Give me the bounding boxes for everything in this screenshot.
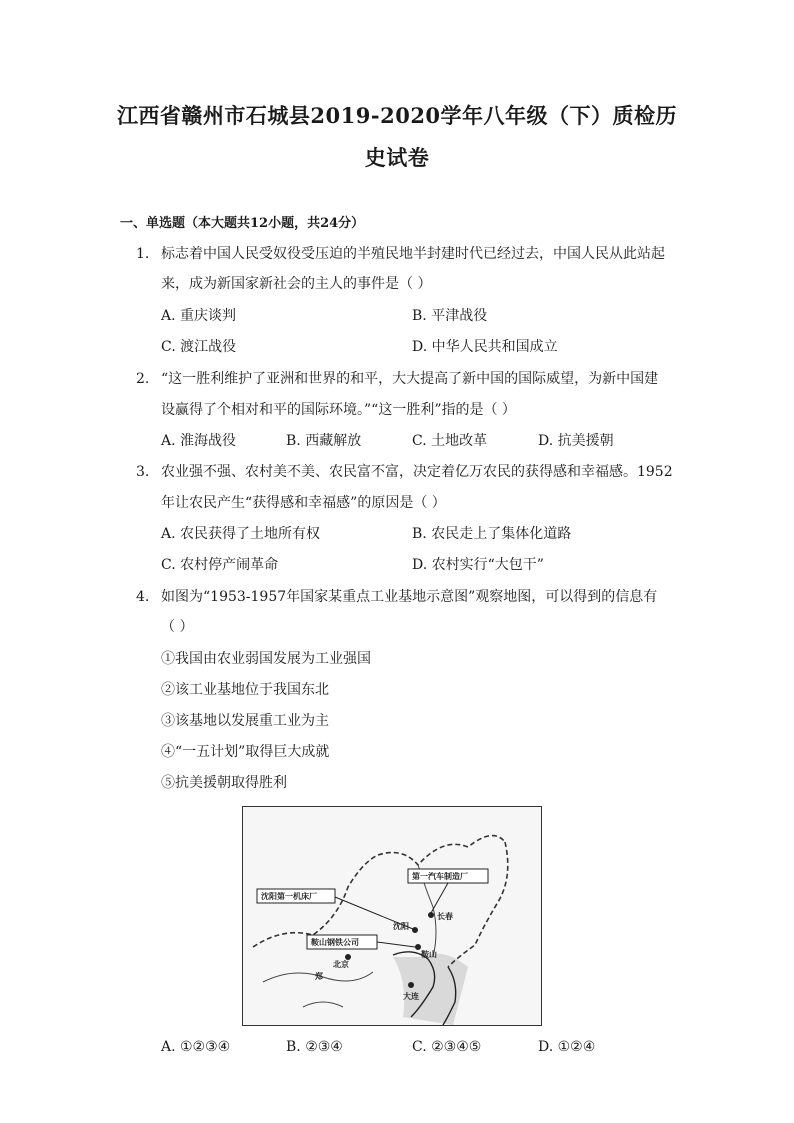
city-shenyang: 沈阳	[393, 922, 409, 931]
option-c[interactable]: C. 土地改革	[412, 433, 488, 449]
statement-5: ⑤抗美援朝取得胜利	[161, 775, 287, 791]
question-stem-line: 来，成为新国家新社会的主人的事件是（ ）	[161, 276, 432, 292]
question-number: 1.	[136, 246, 150, 262]
question-stem-line: 年让农民产生“获得感和幸福感”的原因是（ ）	[161, 495, 446, 511]
page-title-line-1: 江西省赣州市石城县2019-2020学年八年级（下）质检历	[116, 103, 678, 128]
option-a[interactable]: A. ①②③④	[161, 1039, 231, 1055]
option-d[interactable]: D. 抗美援朝	[538, 433, 614, 449]
option-d[interactable]: D. ①②④	[538, 1039, 596, 1055]
option-c[interactable]: C. 农村停产闹革命	[161, 557, 279, 573]
option-b[interactable]: B. 农民走上了集体化道路	[412, 526, 572, 542]
statement-3: ③该基地以发展重工业为主	[161, 713, 329, 729]
city-changchun: 长春	[437, 912, 453, 921]
question-number: 2.	[136, 371, 150, 387]
option-c[interactable]: C. 渡江战役	[161, 339, 237, 355]
question-stem-line: 设赢得了个相对和平的国际环境。”“这一胜利”指的是（ ）	[161, 402, 516, 418]
question-number: 3.	[136, 464, 150, 480]
border-line	[448, 842, 508, 967]
industrial-base-map	[242, 806, 542, 1026]
city-dot-changchun	[428, 912, 434, 918]
option-a[interactable]: A. 重庆谈判	[161, 308, 237, 324]
pointer-line	[431, 883, 448, 913]
option-b[interactable]: B. ②③④	[286, 1039, 343, 1055]
section-heading: 一、单选题（本大题共12小题，共24分）	[120, 216, 365, 231]
bohai-sea	[393, 954, 468, 1025]
option-a[interactable]: A. 淮海战役	[161, 433, 237, 449]
option-c[interactable]: C. ②③④⑤	[412, 1039, 482, 1055]
label-lathe: 沈阳第一机床厂	[261, 892, 317, 901]
option-b[interactable]: B. 平津战役	[412, 308, 488, 324]
label-ansteel: 鞍山钢铁公司	[311, 938, 359, 947]
city-beijing: 北京	[333, 960, 349, 969]
option-d[interactable]: D. 中华人民共和国成立	[412, 339, 558, 355]
city-dot-dalian	[408, 982, 414, 988]
city-edge: 郑	[315, 972, 323, 981]
option-a[interactable]: A. 农民获得了土地所有权	[161, 526, 321, 542]
question-stem-line: 标志着中国人民受奴役受压迫的半殖民地半封建时代已经过去，中国人民从此站起	[161, 246, 665, 262]
river	[303, 1002, 343, 1007]
question-stem-line: 农业强不强、农村美不美、农民富不富，决定着亿万农民的获得感和幸福感。1952	[161, 464, 673, 480]
map-drawing	[243, 807, 541, 1025]
city-dalian: 大连	[403, 992, 419, 1001]
pointer-line	[377, 942, 415, 947]
question-stem-line: 如图为“1953-1957年国家某重点工业基地示意图”观察地图，可以得到的信息有	[161, 589, 658, 605]
statement-4: ④“一五计划”取得巨大成就	[161, 744, 330, 760]
question-stem-line: （ ）	[161, 619, 194, 635]
option-b[interactable]: B. 西藏解放	[286, 433, 362, 449]
page-title-line-2: 史试卷	[364, 145, 430, 170]
option-d[interactable]: D. 农村实行“大包干”	[412, 557, 544, 573]
city-anshan: 鞍山	[421, 950, 437, 959]
city-dot-shenyang	[412, 927, 418, 933]
question-number: 4.	[136, 589, 150, 605]
question-stem-line: “这一胜利维护了亚洲和世界的和平，大大提高了新中国的国际威望，为新中国建	[161, 371, 659, 387]
statement-1: ①我国由农业弱国发展为工业强国	[161, 651, 371, 667]
statement-2: ②该工业基地位于我国东北	[161, 682, 329, 698]
label-faw: 第一汽车制造厂	[412, 872, 468, 881]
